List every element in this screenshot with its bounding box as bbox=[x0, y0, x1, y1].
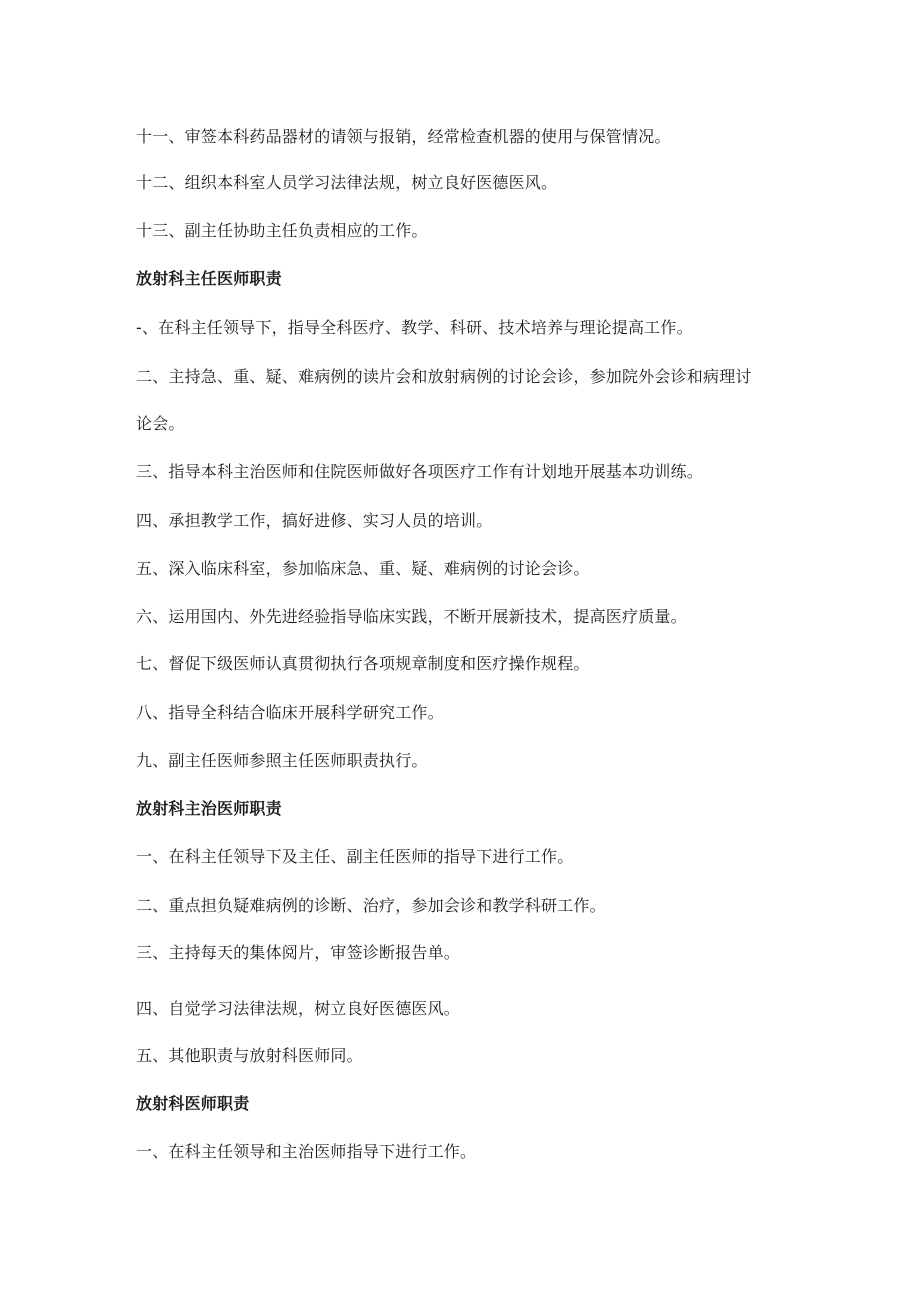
duty-item-11: 十一、审签本科药品器材的请领与报销，经常检查机器的使用与保管情况。 bbox=[136, 127, 671, 146]
duty-item-9: 九、副主任医师参照主任医师职责执行。 bbox=[136, 751, 428, 770]
duty-item-1: -、在科主任领导下，指导全科医疗、教学、科研、技术培养与理论提高工作。 bbox=[136, 318, 693, 337]
duty-item-2: 二、主持急、重、疑、难病例的读片会和放射病例的讨论会诊，参加院外会诊和病理讨 bbox=[136, 367, 752, 386]
duty-item-4: 四、自觉学习法律法规，树立良好医德医风。 bbox=[136, 999, 461, 1018]
duty-item-7: 七、督促下级医师认真贯彻执行各项规章制度和医疗操作规程。 bbox=[136, 654, 590, 673]
duty-item-6: 六、运用国内、外先进经验指导临床实践，不断开展新技术，提高医疗质量。 bbox=[136, 607, 687, 626]
section-heading-attending-physician: 放射科主治医师职责 bbox=[136, 799, 282, 818]
section-heading-physician: 放射科医师职责 bbox=[136, 1094, 250, 1113]
duty-item-8: 八、指导全科结合临床开展科学研究工作。 bbox=[136, 703, 444, 722]
duty-item-5: 五、深入临床科室，参加临床急、重、疑、难病例的讨论会诊。 bbox=[136, 559, 590, 578]
duty-item-3: 三、指导本科主治医师和住院医师做好各项医疗工作有计划地开展基本功训练。 bbox=[136, 462, 704, 481]
duty-item-3: 三、主持每天的集体阅片，审签诊断报告单。 bbox=[136, 943, 461, 962]
duty-item-13: 十三、副主任协助主任负责相应的工作。 bbox=[136, 221, 428, 240]
duty-item-1: 一、在科主任领导和主治医师指导下进行工作。 bbox=[136, 1142, 477, 1161]
duty-item-2-continued: 论会。 bbox=[136, 414, 185, 433]
duty-item-12: 十二、组织本科室人员学习法律法规，树立良好医德医风。 bbox=[136, 173, 558, 192]
section-heading-chief-physician: 放射科主任医师职责 bbox=[136, 269, 282, 288]
duty-item-2: 二、重点担负疑难病例的诊断、治疗，参加会诊和教学科研工作。 bbox=[136, 896, 606, 915]
duty-item-1: 一、在科主任领导下及主任、副主任医师的指导下进行工作。 bbox=[136, 847, 574, 866]
duty-item-5: 五、其他职责与放射科医师同。 bbox=[136, 1046, 363, 1065]
duty-item-4: 四、承担教学工作，搞好进修、实习人员的培训。 bbox=[136, 511, 493, 530]
